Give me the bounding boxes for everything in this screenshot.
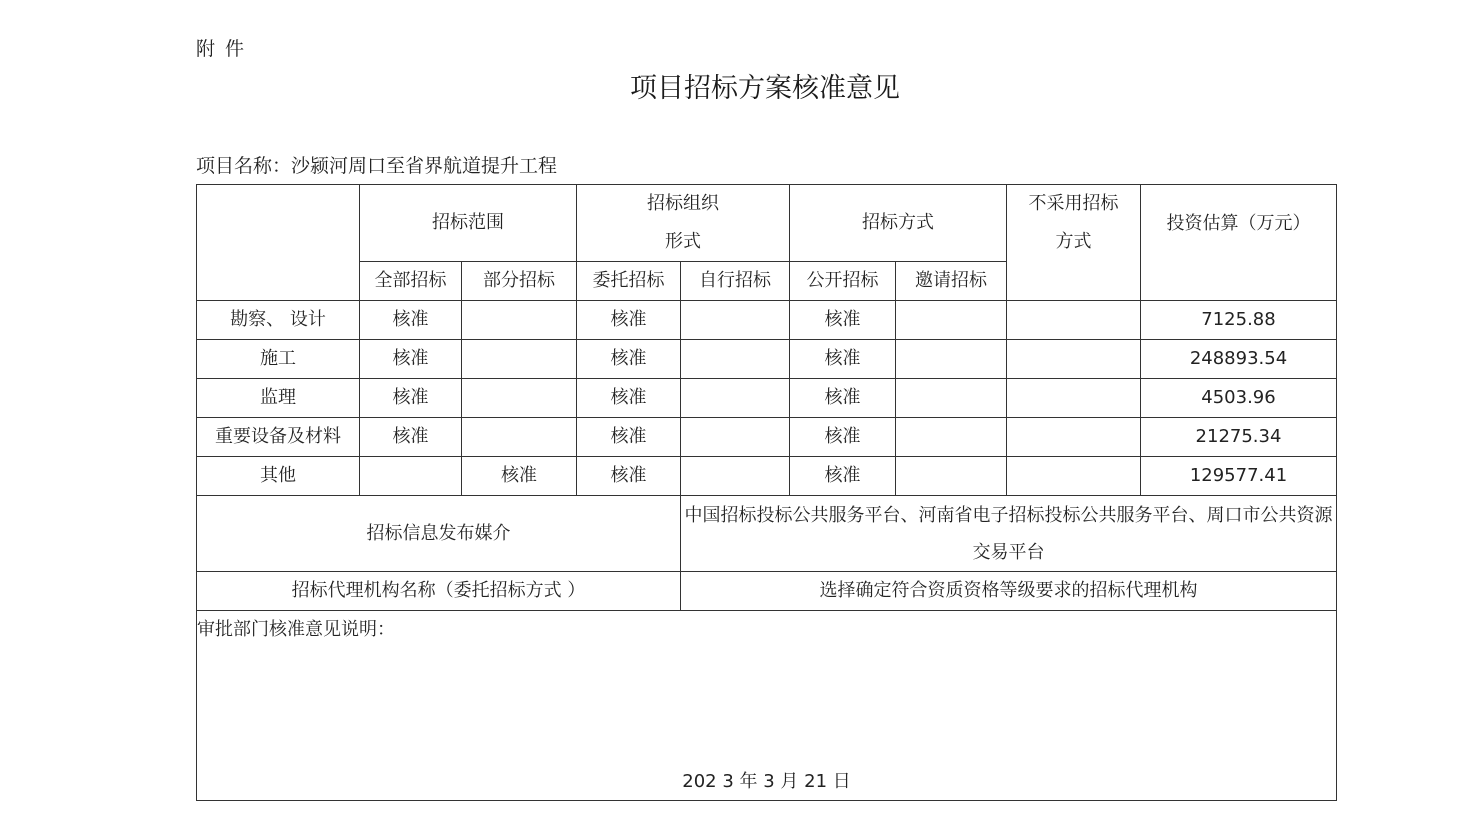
agency-label: 招标代理机构名称（委托招标方式 ） <box>197 572 681 611</box>
cell-no-bid <box>1007 418 1141 457</box>
cell-entrusted: 核准 <box>577 379 681 418</box>
header-full-bid: 全部招标 <box>360 262 462 301</box>
header-org-form-line1: 招标组织 <box>647 193 719 214</box>
cell-invited <box>896 340 1007 379</box>
approval-date: 202 3 年 3 月 21 日 <box>682 771 851 792</box>
cell-investment: 4503.96 <box>1141 379 1337 418</box>
cell-no-bid <box>1007 379 1141 418</box>
row-name: 监理 <box>197 379 360 418</box>
cell-entrusted: 核准 <box>577 418 681 457</box>
cell-self <box>681 301 790 340</box>
cell-partial <box>462 418 577 457</box>
table-row <box>197 379 1337 418</box>
header-row-1 <box>197 185 1337 262</box>
page-title: 项目招标方案核准意见 <box>630 73 900 104</box>
agency-row <box>197 572 1337 611</box>
table-row <box>197 340 1337 379</box>
cell-partial <box>462 340 577 379</box>
cell-full: 核准 <box>360 418 462 457</box>
header-no-bid <box>1007 185 1141 301</box>
row-name: 其他 <box>197 457 360 496</box>
header-entrusted: 委托招标 <box>577 262 681 301</box>
project-name-value: 沙颍河周口至省界航道提升工程 <box>291 155 558 177</box>
cell-invited <box>896 457 1007 496</box>
cell-public: 核准 <box>790 340 896 379</box>
header-no-bid-line2: 方式 <box>1055 231 1092 252</box>
cell-entrusted: 核准 <box>577 340 681 379</box>
cell-public: 核准 <box>790 301 896 340</box>
header-scope: 招标范围 <box>360 185 577 262</box>
cell-partial: 核准 <box>462 457 577 496</box>
header-investment: 投资估算（万元） <box>1141 185 1337 301</box>
remarks-row <box>197 611 1337 801</box>
project-line <box>196 151 557 178</box>
project-name-label: 项目名称： <box>196 155 292 177</box>
header-org-form-line2: 形式 <box>665 231 701 252</box>
row-name: 施工 <box>197 340 360 379</box>
cell-invited <box>896 379 1007 418</box>
table-row <box>197 418 1337 457</box>
remarks-label: 审批部门核准意见说明： <box>197 619 395 640</box>
cell-no-bid <box>1007 301 1141 340</box>
cell-public: 核准 <box>790 418 896 457</box>
header-self-run: 自行招标 <box>681 262 790 301</box>
attachment-label: 附 件 <box>196 38 247 60</box>
cell-public: 核准 <box>790 457 896 496</box>
cell-invited <box>896 418 1007 457</box>
header-blank-cell <box>197 185 360 301</box>
cell-partial <box>462 379 577 418</box>
header-no-bid-line1: 不采用招标 <box>1028 193 1119 214</box>
cell-full: 核准 <box>360 340 462 379</box>
agency-value: 选择确定符合资质资格等级要求的招标代理机构 <box>681 572 1337 611</box>
cell-self <box>681 418 790 457</box>
cell-partial <box>462 301 577 340</box>
table-row <box>197 457 1337 496</box>
media-value: 中国招标投标公共服务平台、河南省电子招标投标公共服务平台、周口市公共资源交易平台 <box>681 496 1337 572</box>
approval-table <box>196 184 1337 801</box>
header-partial-bid: 部分招标 <box>462 262 577 301</box>
cell-full <box>360 457 462 496</box>
header-org-form <box>577 185 790 262</box>
cell-investment: 248893.54 <box>1141 340 1337 379</box>
cell-investment: 7125.88 <box>1141 301 1337 340</box>
cell-full: 核准 <box>360 379 462 418</box>
cell-full: 核准 <box>360 301 462 340</box>
table-row <box>197 301 1337 340</box>
cell-self <box>681 340 790 379</box>
cell-invited <box>896 301 1007 340</box>
media-row <box>197 496 1337 572</box>
cell-self <box>681 379 790 418</box>
header-method: 招标方式 <box>790 185 1007 262</box>
media-label: 招标信息发布媒介 <box>197 496 681 572</box>
cell-no-bid <box>1007 340 1141 379</box>
remarks-cell <box>197 611 1337 801</box>
header-invited: 邀请招标 <box>896 262 1007 301</box>
cell-entrusted: 核准 <box>577 301 681 340</box>
header-public: 公开招标 <box>790 262 896 301</box>
row-name: 勘察、 设计 <box>197 301 360 340</box>
cell-investment: 129577.41 <box>1141 457 1337 496</box>
cell-no-bid <box>1007 457 1141 496</box>
cell-public: 核准 <box>790 379 896 418</box>
row-name: 重要设备及材料 <box>197 418 360 457</box>
cell-self <box>681 457 790 496</box>
cell-investment: 21275.34 <box>1141 418 1337 457</box>
cell-entrusted: 核准 <box>577 457 681 496</box>
